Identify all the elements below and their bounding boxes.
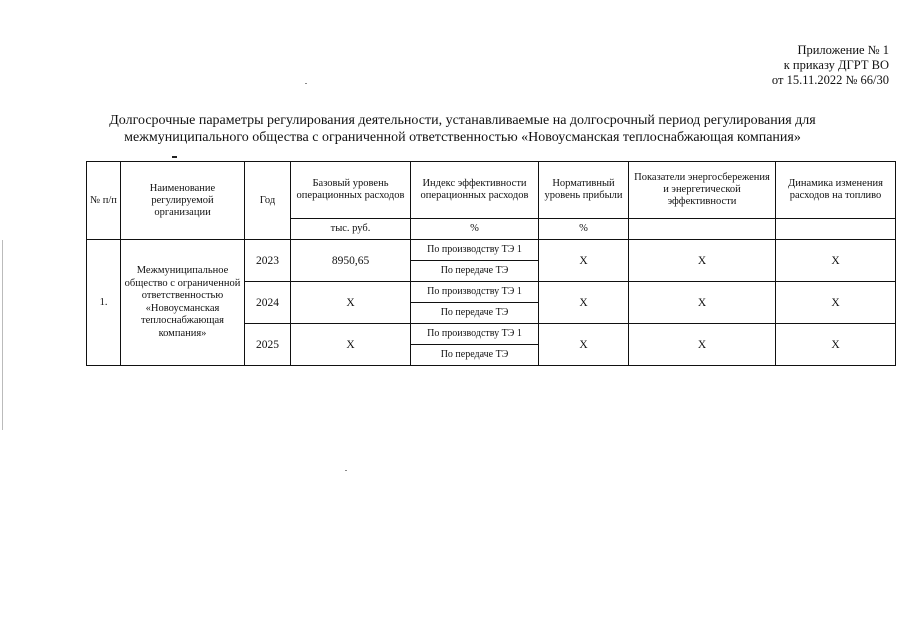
cell-energy-saving: X [629, 282, 776, 324]
cell-base-level: X [291, 282, 411, 324]
cell-profit-level: X [539, 240, 629, 282]
cell-fuel-dynamics: X [776, 282, 896, 324]
header-profit-level: Нормативный уровень прибыли [539, 162, 629, 219]
cell-base-level: X [291, 324, 411, 366]
document-title-line-2: межмуниципального общества с ограниченной ответственностью «Новоусманская теплоснабжающая компания» [124, 130, 801, 145]
unit-base-level: тыс. руб. [291, 219, 411, 240]
cell-index-transfer: По передаче ТЭ [411, 345, 539, 366]
scan-speck [305, 83, 307, 84]
cell-profit-level: X [539, 282, 629, 324]
cell-index-production: По производству ТЭ 1 [411, 282, 539, 303]
cell-row-number: 1. [87, 240, 121, 366]
cell-index-transfer: По передаче ТЭ [411, 261, 539, 282]
cell-energy-saving: X [629, 240, 776, 282]
cell-fuel-dynamics: X [776, 240, 896, 282]
header-fuel-dynamics: Динамика изменения расходов на топливо [776, 162, 896, 219]
unit-fuel-dynamics [776, 219, 896, 240]
unit-efficiency-index: % [411, 219, 539, 240]
cell-year: 2025 [245, 324, 291, 366]
cell-fuel-dynamics: X [776, 324, 896, 366]
cell-energy-saving: X [629, 324, 776, 366]
document-title [30, 112, 895, 146]
document-title-line-1: Долгосрочные параметры регулирования деятельности, устанавливаемые на долгосрочный период регулирования для [109, 113, 816, 128]
header-organization: Наименование регулируемой организации [121, 162, 245, 240]
table-header-row [87, 162, 896, 219]
approval-line-annex: Приложение № 1 [797, 43, 889, 57]
parameters-table [86, 161, 896, 366]
scan-speck [345, 470, 347, 471]
cell-base-level: 8950,65 [291, 240, 411, 282]
cell-index-production: По производству ТЭ 1 [411, 324, 539, 345]
header-row-number: № п/п [87, 162, 121, 240]
approval-line-date: от 15.11.2022 № 66/30 [771, 73, 889, 87]
header-efficiency-index: Индекс эффективности операционных расходов [411, 162, 539, 219]
cell-profit-level: X [539, 324, 629, 366]
header-base-level: Базовый уровень операционных расходов [291, 162, 411, 219]
cell-index-production: По производству ТЭ 1 [411, 240, 539, 261]
cell-organization: Межмуниципальное общество с ограниченной ответственностью «Новоусманская теплоснабжающая компания» [121, 240, 245, 366]
scan-speck [172, 156, 177, 158]
unit-energy-saving [629, 219, 776, 240]
cell-year: 2023 [245, 240, 291, 282]
header-year: Год [245, 162, 291, 240]
table-row [87, 240, 896, 261]
cell-year: 2024 [245, 282, 291, 324]
cell-index-transfer: По передаче ТЭ [411, 303, 539, 324]
unit-profit-level: % [539, 219, 629, 240]
header-energy-saving: Показатели энергосбережения и энергетической эффективности [629, 162, 776, 219]
approval-line-order: к приказу ДГРТ ВО [783, 58, 889, 72]
scan-edge-line [2, 240, 3, 430]
approval-block [772, 43, 889, 88]
